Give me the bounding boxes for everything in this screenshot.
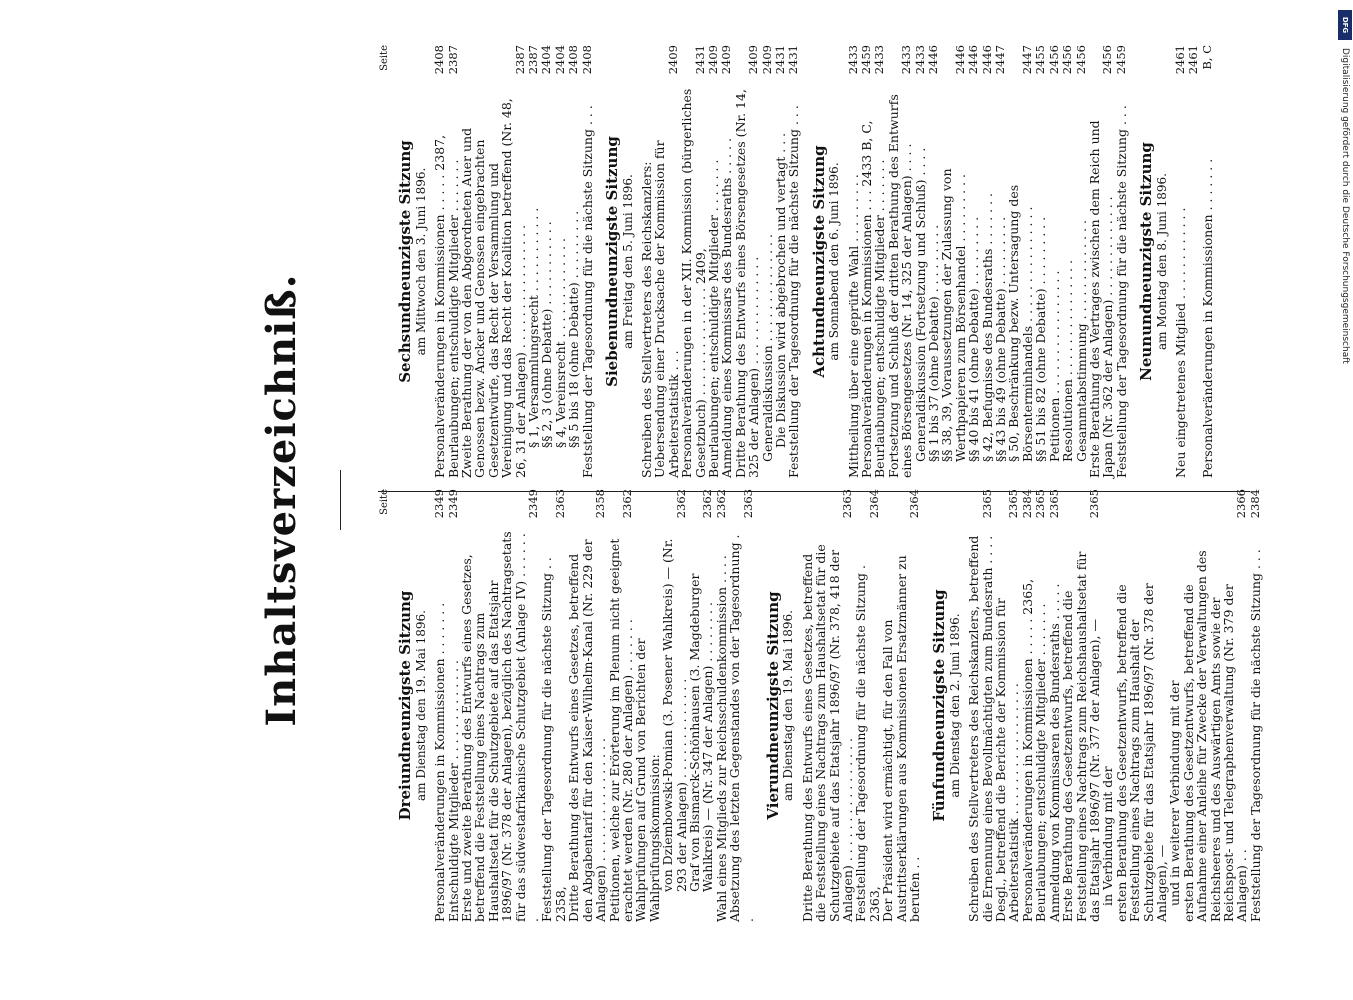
session-date: am Dienstag den 19. Mai 1896. [413,610,428,801]
entry-text: Zweite Berathung der von den Abgeordneten Auer und Genossen bezw. Ancker und Genossen eingebrachten Gesetzentwürfe, das Recht der Versammlung und Vereinigung und das Recht der Koalition betreffend (Nr. 48, 26, 31 der Anlagen) . . . . . . . . . . . . . . . . [459,98,528,478]
entry-page-number: 2365 [1086,489,1101,519]
toc-entry [787,45,800,478]
entry-text: Erste Berathung des Vertrages zwischen dem Reich und Japan (Nr. 362 der Anlagen) . . . . . . . . . . . . . [1086,120,1116,478]
entry-text: Resolutionen . . . . . . . . . . . . . . . [1060,259,1076,462]
entry-text: §§ 40 bis 41 (ohne Debatte) . . . . . . . . . [966,216,982,462]
entry-page-number: 2387 [512,45,527,75]
entry-page-number: 2387 [526,45,541,75]
session-block [809,45,1129,478]
dfg-logo: DFG [1338,10,1352,40]
entry-text: Beurlaubungen; entschuldigte Mitglieder . . . . . . . [705,159,721,478]
entry-text: Absetzung des letzten Gegenstandes von der Tagesordnung . . [727,534,756,922]
entry-page-number: 2363 [840,489,854,519]
entry-text: §§ 5 bis 18 (ohne Debatte) . . . . . . . . . [566,210,582,448]
entry-page-number: 2384 [1019,489,1034,519]
toc-entry [967,489,994,922]
entry-text: § 1, Versammlungsrecht . . . . . . . . . . . [526,207,542,448]
entry-text: Wahl eines Mitglieds zur Reichsschuldenkommission . . . . [713,555,729,922]
entry-page-number: 2459 [859,45,873,75]
entry-page-number: 2364 [907,489,922,519]
entry-text: Feststellung der Tagesordnung für die nächste Sitzung . . . [1247,549,1263,922]
session-block [930,489,1263,922]
entry-text: Anmeldung von Kommissaren des Bundesraths . . . . . [1046,583,1062,922]
toc-entry [873,45,886,478]
toc-entry [854,489,881,922]
toc-entry [720,45,733,478]
entry-page-number: 2408 [579,45,594,75]
toc-entry [967,45,980,478]
entry-page-number: 2446 [926,45,941,75]
toc-entry [1168,489,1181,922]
toc-entry [1034,45,1047,478]
toc-entry [680,45,707,478]
entry-text: Personalveränderungen in der XII. Kommission (bürgerliches Gesetzbuch) . . . . . . . . . . . . . . 2409, [679,88,708,478]
entry-page-number: 2365 [979,489,994,519]
entry-page-number: 2446 [966,45,981,75]
toc-entry [1061,45,1074,478]
toc-entry [1182,489,1249,922]
toc-entry [608,489,635,922]
session-block [396,45,595,478]
column-divider [378,491,1250,492]
toc-entry [540,45,553,478]
entry-text: Fortsetzung und Schluß der dritten Berathung des Entwurfs eines Börsengesetzes (Nr. 14, 325 der Anlagen) . . . . [885,94,915,478]
entry-text: § 50, Beschränkung bezw. Untersagung des Börsenterminhandels . . . . . . . . . . . . . . . [1006,184,1035,462]
entry-text: Erste Berathung des Gesetzentwurfs, betreffend die Feststellung eines Nachtrags zum Reichshaushaltsetat für das Etatsjahr 1896/97 (Nr. 377 der Anlagen), — [1060,551,1102,922]
entry-text: Feststellung der Tagesordnung für die nächste Sitzung . . . [1113,105,1129,478]
entry-text: Dritte Berathung des Entwurfs eines Gesetzes, betreffend die Feststellung eines Nachtrags zum Haushaltsetat für die Schutzgebiete auf das Etatsjahr 1896/97 (Nr. 378, 418 der Anlagen) . . . . . . . . . . . . . . . . [799,544,855,922]
seite-label-left: Seite [379,489,390,515]
toc-entry [927,45,940,478]
entry-text: Feststellung der Tagesordnung für die nächste Sitzung . . . [786,105,802,478]
toc-entry [460,45,527,478]
entry-page-number: 2446 [952,45,967,75]
toc-entry [707,45,720,478]
session-title: Neunundneunzigste Sitzung [1137,142,1156,381]
toc-entry [801,489,855,922]
toc-entry [540,489,567,922]
entry-text: Entschuldigte Mitglieder . . . . . . . . . . . . . [445,659,461,922]
session-date: am Dienstag den 2. Juni 1896. [947,613,962,798]
entry-page-number: 2362 [619,489,634,519]
entry-page-number: 2433 [872,45,887,75]
funding-note: Digitalisierung gefördert durch die Deutsche Forschungsgemeinschaft [1340,48,1350,364]
toc-entry [661,489,688,922]
entry-page-number: 2456 [1100,45,1115,75]
entry-page-number: 2363 [552,489,567,519]
entry-page-number: 2459 [1113,45,1128,75]
toc-entry [1021,489,1034,922]
entry-text: §§ 38, 39, Voraussetzungen der Zulassung von Werthpapieren zum Börsenhandel . . . . . . . . . [939,168,968,462]
session-date: am Dienstag den 19. Mai 1896. [781,610,796,801]
entry-page-number: 2349 [445,489,460,519]
entry-text: Gesammtabstimmung . . . . . . . . . . . . . [1073,220,1089,462]
session-block [763,489,923,922]
entry-text: §§ 1 bis 37 (ohne Debatte) . . . . . . . . . [926,224,942,462]
entry-text: Schreiben des Stellvertreters des Reichskanzlers: Uebersendung einer Drucksache der Kommission für Arbeiterstatistik . . . [638,140,681,478]
entry-text: Personalveränderungen in Kommissionen . . . 2433 B, C, [859,120,874,478]
entry-text: ersten Berathung des Gesetzentwurfs, betreffend die Aufnahme einer Anleihe für Zwecke der Verwaltungen des Reichsheeres und des Auswärtigen Amts sowie der Reichspost- und Telegraphenverwaltung (Nr. 379 der Anlagen) . . [1180,550,1250,922]
right-column [378,45,1226,478]
toc-entry [460,489,540,922]
page-title: Inhaltsverzeichniß. [258,273,305,727]
entry-page-number: 2456 [1060,45,1075,75]
entry-page-number: 2365 [1006,489,1021,519]
toc-entry [887,45,914,478]
session-title: Vierundneunzigste Sitzung [763,591,782,820]
entry-text: Beurlaubungen; entschuldigte Mitglieder . . . . . . . [1033,603,1049,922]
toc-entry [447,489,460,922]
entry-page-number: 2431 [786,45,801,75]
seite-label-right: Seite [379,45,390,71]
entry-page-number: 2363 [740,489,755,519]
entry-page-number: 2433 [845,45,860,75]
toc-entry [940,45,967,478]
entry-text: Personalveränderungen in Kommissionen . . . . . 2387, [432,134,448,478]
toc-entry [1249,489,1262,922]
entry-text: Dritte Berathung des Entwurfs eines Gesetzes, betreffend den Abgabentarif für den Kaiser-Wilhelm-Kanal (Nr. 229 der Anlagen) . . . . . . . . . . . . . . . . [566,539,609,922]
left-column [378,489,1274,922]
toc-entry [881,489,921,922]
toc-entry [1088,45,1115,478]
entry-page-number: 2409 [719,45,734,75]
entry-page-number: 2433 [899,45,914,75]
toc-entry [728,489,755,922]
entry-page-number: 2384 [1247,489,1262,519]
toc-entry [860,45,873,478]
entry-page-number: 2409 [705,45,720,75]
toc-entry [1075,45,1088,478]
entry-page-number: 2408 [432,45,447,75]
session-title: Sechsundneunzigste Sitzung [396,140,415,383]
entry-page-number: 2358 [593,489,608,519]
toc-entry [1048,45,1061,478]
entry-text: § 42, Befugnisse des Bundesraths . . . . . . . [979,192,995,462]
entry-text: Beurlaubungen; entschuldigte Mitglieder . . . . . . . [872,159,888,478]
toc-entry [640,45,680,478]
entry-text: ersten Berathung des Gesetzentwurfs, betreffend die Feststellung eines Nachtrags zum Haushalt der Schutzgebiete für das Etatsjahr 1896/97 (Nr. 378 der Anlagen), — [1113,583,1169,922]
toc-entry [567,489,607,922]
toc-entry [847,45,860,478]
entry-text: Anmeldung eines Kommissars des Bundesraths . . . . . [719,137,735,478]
toc-entry [1115,489,1169,922]
entry-text: §§ 43 bis 49 (ohne Debatte) . . . . . . . . . [993,216,1009,462]
entry-text: Personalveränderungen in Kommissionen . . . . . 2365, [1019,578,1035,922]
entry-page-number: 2455 [1033,45,1048,75]
funding-sidebar [1338,10,1352,990]
entry-page-number: 2409 [746,45,761,75]
entry-text: § 4, Vereinsrecht . . . . . . . . . . . . . [552,238,568,448]
entry-page-number: 2362 [713,489,728,519]
session-date: am Sonnabend den 6. Juni 1896. [827,162,842,361]
toc-entry [715,489,728,922]
entry-page-number: 2349 [432,489,447,519]
entry-text: Neu eingetretenes Mitglied . . . . . . . . . . . . [1172,207,1188,478]
session-title: Siebenundneunzigste Sitzung [603,136,622,387]
toc-entry [1101,489,1114,922]
entry-text: und in weiterer Verbindung mit der [1167,680,1183,906]
toc-entry [734,45,761,478]
entry-page-number: 2409 [665,45,680,75]
toc-entry [433,489,446,922]
entry-page-number: 2461 [1172,45,1187,75]
session-title: Achtundneunzigste Sitzung [809,145,828,378]
entry-page-number: 2366 [1234,489,1249,519]
toc-entry [527,45,540,478]
entry-text: §§ 51 bis 82 (ohne Debatte) . . . . . . . . . [1033,216,1049,462]
entry-page-number: 2365 [1046,489,1061,519]
entry-page-number: 2409 [759,45,774,75]
entry-text: Generaldiskussion (Fortsetzung und Schluß) . . . . [912,147,928,462]
entry-text: Feststellung der Tagesordnung für die nächste Sitzung . . . [579,105,595,478]
entry-text: Petitionen, welche zur Erörterung im Plenum nicht geeignet erachtet werden (Nr. 280 der Anlagen) . . . . . . . [606,538,635,922]
entry-page-number: 2447 [993,45,1008,75]
session-block [1137,45,1215,478]
entry-text: Beurlaubungen; entschuldigte Mitglieder . . . . . . . [445,159,461,478]
toc-entry [1007,45,1034,478]
entry-page-number: 2431 [692,45,707,75]
entry-text: Personalveränderungen in Kommissionen . . . . . . . [432,602,448,922]
entry-text: Petitionen . . . . . . . . . . . . . . . . [1046,270,1062,462]
entry-page-number: 2431 [772,45,787,75]
entry-page-number: 2404 [552,45,567,75]
entry-text: Dritte Berathung des Entwurfs eines Börsengesetzes (Nr. 14, 325 der Anlagen) . . . . . . . . . . . . . . [732,89,762,478]
entry-text: Feststellung der Tagesordnung für die nächste Sitzung . . 2358, [539,557,568,922]
entry-text: Der Präsident wird ermächtigt, für den Fall von Austrittserklärungen aus Kommissionen Ersatzmänner zu berufen . . [880,555,923,922]
entry-text: in Verbindung mit der [1100,766,1116,906]
entry-page-number: 2456 [1073,45,1088,75]
session-date: am Montag den 8. Juni 1896. [1154,173,1169,350]
toc-entry [994,489,1021,922]
entry-page-number: 2456 [1046,45,1061,75]
toc-entry [634,489,661,922]
session-block [396,489,756,922]
toc-entry [1048,489,1061,922]
toc-entry [981,45,994,478]
entry-text: Schreiben des Stellvertreters des Reichskanzlers, betreffend die Ernennung eines Bevollmächtigten zum Bundesrath . . . . [966,535,995,922]
toc-entry [761,45,774,478]
toc-entry [581,45,594,478]
toc-entry [1034,489,1047,922]
entry-text: Feststellung der Tagesordnung für die nächste Sitzung . 2363, [853,565,882,922]
entry-text: Desgl., betreffend die Berichte der Kommission für Arbeiterstatistik . . . . . . . . . . . . . . . . . [993,598,1022,922]
toc-entry [433,45,446,478]
entry-page-number: 2404 [539,45,554,75]
entry-text: Graf von Bismarck-Schönhausen (3. Magdeburger Wahlkreis) — (Nr. 347 der Anlagen) . . . . . . . . [686,573,716,892]
entry-text: §§ 2, 3 (ohne Debatte) . . . . . . . . . . . [539,221,555,448]
entry-text: Personalveränderungen in Kommissionen . . . . . . . [1199,158,1215,478]
entry-text: Wahlprüfungen auf Grund von Berichten der Wahlprüfungskommission: [633,638,662,922]
entry-page-number: 2387 [445,45,460,75]
toc-entry [447,45,460,478]
toc-entry [554,45,567,478]
entry-text: Die Diskussion wird abgebrochen und vertagt . . . [772,132,788,448]
session-title: Fünfundneunzigste Sitzung [930,589,949,822]
entry-page-number: 2362 [700,489,715,519]
session-date: am Mittwoch den 3. Juni 1896. [413,167,428,356]
title-rule [340,470,341,530]
entry-page-number: 2433 [912,45,927,75]
entry-page-number: 2461 B, C [1186,45,1214,75]
toc-entry [914,45,927,478]
toc-entry [1187,45,1214,478]
toc-entry [994,45,1007,478]
toc-entry [567,45,580,478]
entry-page-number: 2446 [979,45,994,75]
toc-entry [1174,45,1187,478]
session-block [603,45,802,478]
toc-entry [1061,489,1101,922]
entry-page-number: 2349 [526,489,541,519]
entry-page-number: 2362 [673,489,688,519]
entry-page-number: 2365 [1033,489,1048,519]
entry-text: Generaldiskussion . . . . . . . . . . . . . . [759,234,775,462]
entry-text: von Dziembowski-Pomian (3. Posener Wahlkreis) — (Nr. 293 der Anlagen) . . . . . . . . . . . . . [660,538,689,892]
session-title: Dreiundneunzigste Sitzung [396,590,415,821]
toc-entry [1115,45,1128,478]
toc-entry [774,45,787,478]
entry-text: Mittheilung über eine geprüfte Wahl . . . . . . . . . [845,174,861,478]
entry-page-number: 2447 [1019,45,1034,75]
toc-entry [688,489,715,922]
entry-text: Erste und zweite Berathung des Entwurfs eines Gesetzes, betreffend die Feststellung eines Nachtrags zum Haushaltsetat für die Schutzgebiete auf das Etatsjahr 1896/97 (Nr. 378 der Anlagen), bezüglich des Nachtragsetats für das südwestafrikanische Schutzgebiet (Anlage IV) . . . . . . . [459,531,542,922]
entry-page-number: 2408 [566,45,581,75]
session-date: am Freitag den 5. Juni 1896. [620,174,635,349]
entry-page-number: 2364 [866,489,881,519]
